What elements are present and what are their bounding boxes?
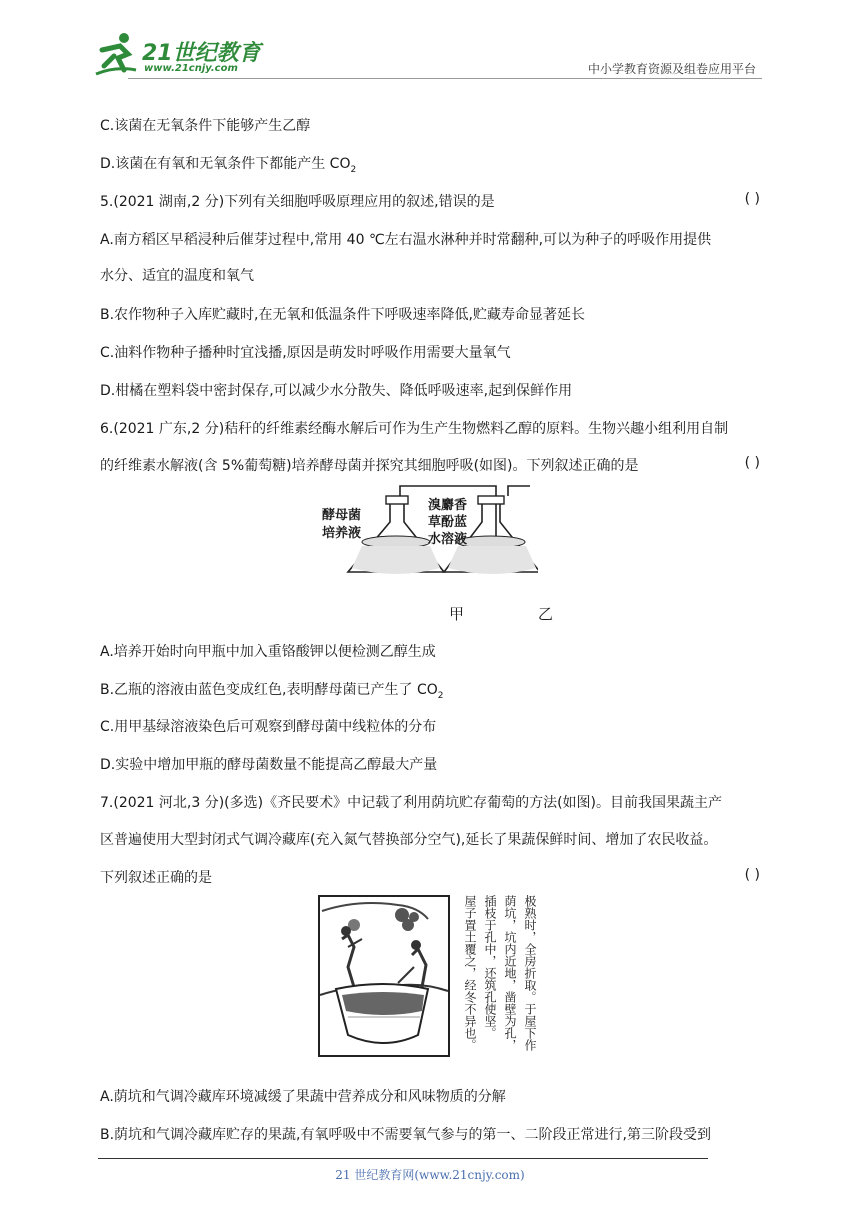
header-platform-text: 中小学教育资源及组卷应用平台: [587, 62, 756, 76]
option-4c: C.该菌在无氧条件下能够产生乙醇: [100, 118, 311, 134]
footer-rule: [98, 1158, 708, 1159]
logo-url: www.21cnjy.com: [144, 63, 238, 74]
option-5a-line2: 水分、适宜的温度和氧气: [100, 268, 254, 284]
classical-text-col3: 插枝于孔中，还筑孔使坚。: [483, 895, 497, 1039]
classical-text-col4: 屋子置土覆之，经冬不异也。: [463, 895, 477, 1051]
flask-label-left-2: 培养液: [322, 526, 362, 541]
flask-label-right-2: 草酚蓝: [428, 515, 468, 530]
grape-pit-illustration: [318, 895, 450, 1057]
logo-title: 21世纪教育: [142, 41, 261, 66]
question-7-line2: 区普遍使用大型封闭式气调冷藏库(充入氮气替换部分空气),延长了果蔬保鲜时间、增加了农民收益。: [100, 832, 718, 848]
flask-label-left-1: 酵母菌: [322, 508, 362, 523]
answer-paren-7: ( ): [744, 867, 760, 883]
runner-logo-icon: [94, 30, 138, 76]
option-5b: B.农作物种子入库贮藏时,在无氧和低温条件下呼吸速率降低,贮藏寿命显著延长: [100, 307, 585, 323]
site-logo[interactable]: [92, 30, 262, 78]
question-7-line1: 7.(2021 河北,3 分)(多选)《齐民要术》中记载了利用荫坑贮存葡萄的方法(如图)。目前我国果蔬主产: [100, 795, 723, 811]
question-6-line2: 的纤维素水解液(含 5%葡萄糖)培养酵母菌并探究其细胞呼吸(如图)。下列叙述正确的是: [100, 458, 639, 474]
figure-label-jia: 甲: [449, 605, 465, 623]
option-6b: B.乙瓶的溶液由蓝色变成红色,表明酵母菌已产生了 $CO_2$: [100, 682, 444, 701]
option-6c: C.用甲基绿溶液染色后可观察到酵母菌中线粒体的分布: [100, 719, 437, 735]
option-5a-line1: A.南方稻区早稻浸种后催芽过程中,常用 40 ℃左右温水淋种并时常翻种,可以为种子的呼吸作用提供: [100, 232, 712, 248]
answer-paren-6: ( ): [744, 455, 760, 471]
grape-pit-figure: [318, 895, 540, 1057]
figure-label-yi: 乙: [538, 605, 554, 623]
option-6d: D.实验中增加甲瓶的酵母菌数量不能提高乙醇最大产量: [100, 757, 438, 773]
question-5-stem: 5.(2021 湖南,2 分)下列有关细胞呼吸原理应用的叙述,错误的是: [100, 194, 495, 210]
option-4d: D.该菌在有氧和无氧条件下都能产生 $CO_2$: [100, 156, 357, 175]
flask-figure: [318, 484, 538, 582]
question-7-line3: 下列叙述正确的是: [100, 870, 212, 886]
option-7b: B.荫坑和气调冷藏库贮存的果蔬,有氧呼吸中不需要氧气参与的第一、二阶段正常进行,第三阶段受到: [100, 1127, 711, 1143]
option-5c: C.油料作物种子播种时宜浅播,原因是萌发时呼吸作用需要大量氧气: [100, 345, 511, 361]
question-6-line1: 6.(2021 广东,2 分)秸秆的纤维素经酶水解后可作为生产生物燃料乙醇的原料。生物兴趣小组利用自制: [100, 421, 729, 437]
classical-text-col2: 荫坑，坑内近地，凿壁为孔，: [503, 895, 517, 1051]
option-6a: A.培养开始时向甲瓶中加入重铬酸钾以便检测乙醇生成: [100, 644, 436, 660]
footer-site-link[interactable]: 21 世纪教育网(www.21cnjy.com): [335, 1168, 525, 1182]
classical-text-col1: 极熟时，全房折取。于屋下作: [523, 895, 537, 1051]
flask-label-right-3: 水溶液: [428, 532, 468, 547]
option-7a: A.荫坑和气调冷藏库环境减缓了果蔬中营养成分和风味物质的分解: [100, 1089, 506, 1105]
flask-label-right-1: 溴麝香: [428, 498, 468, 513]
answer-paren-5: ( ): [744, 191, 760, 207]
header-rule: [128, 78, 762, 79]
option-5d: D.柑橘在塑料袋中密封保存,可以减少水分散失、降低呼吸速率,起到保鲜作用: [100, 383, 573, 399]
